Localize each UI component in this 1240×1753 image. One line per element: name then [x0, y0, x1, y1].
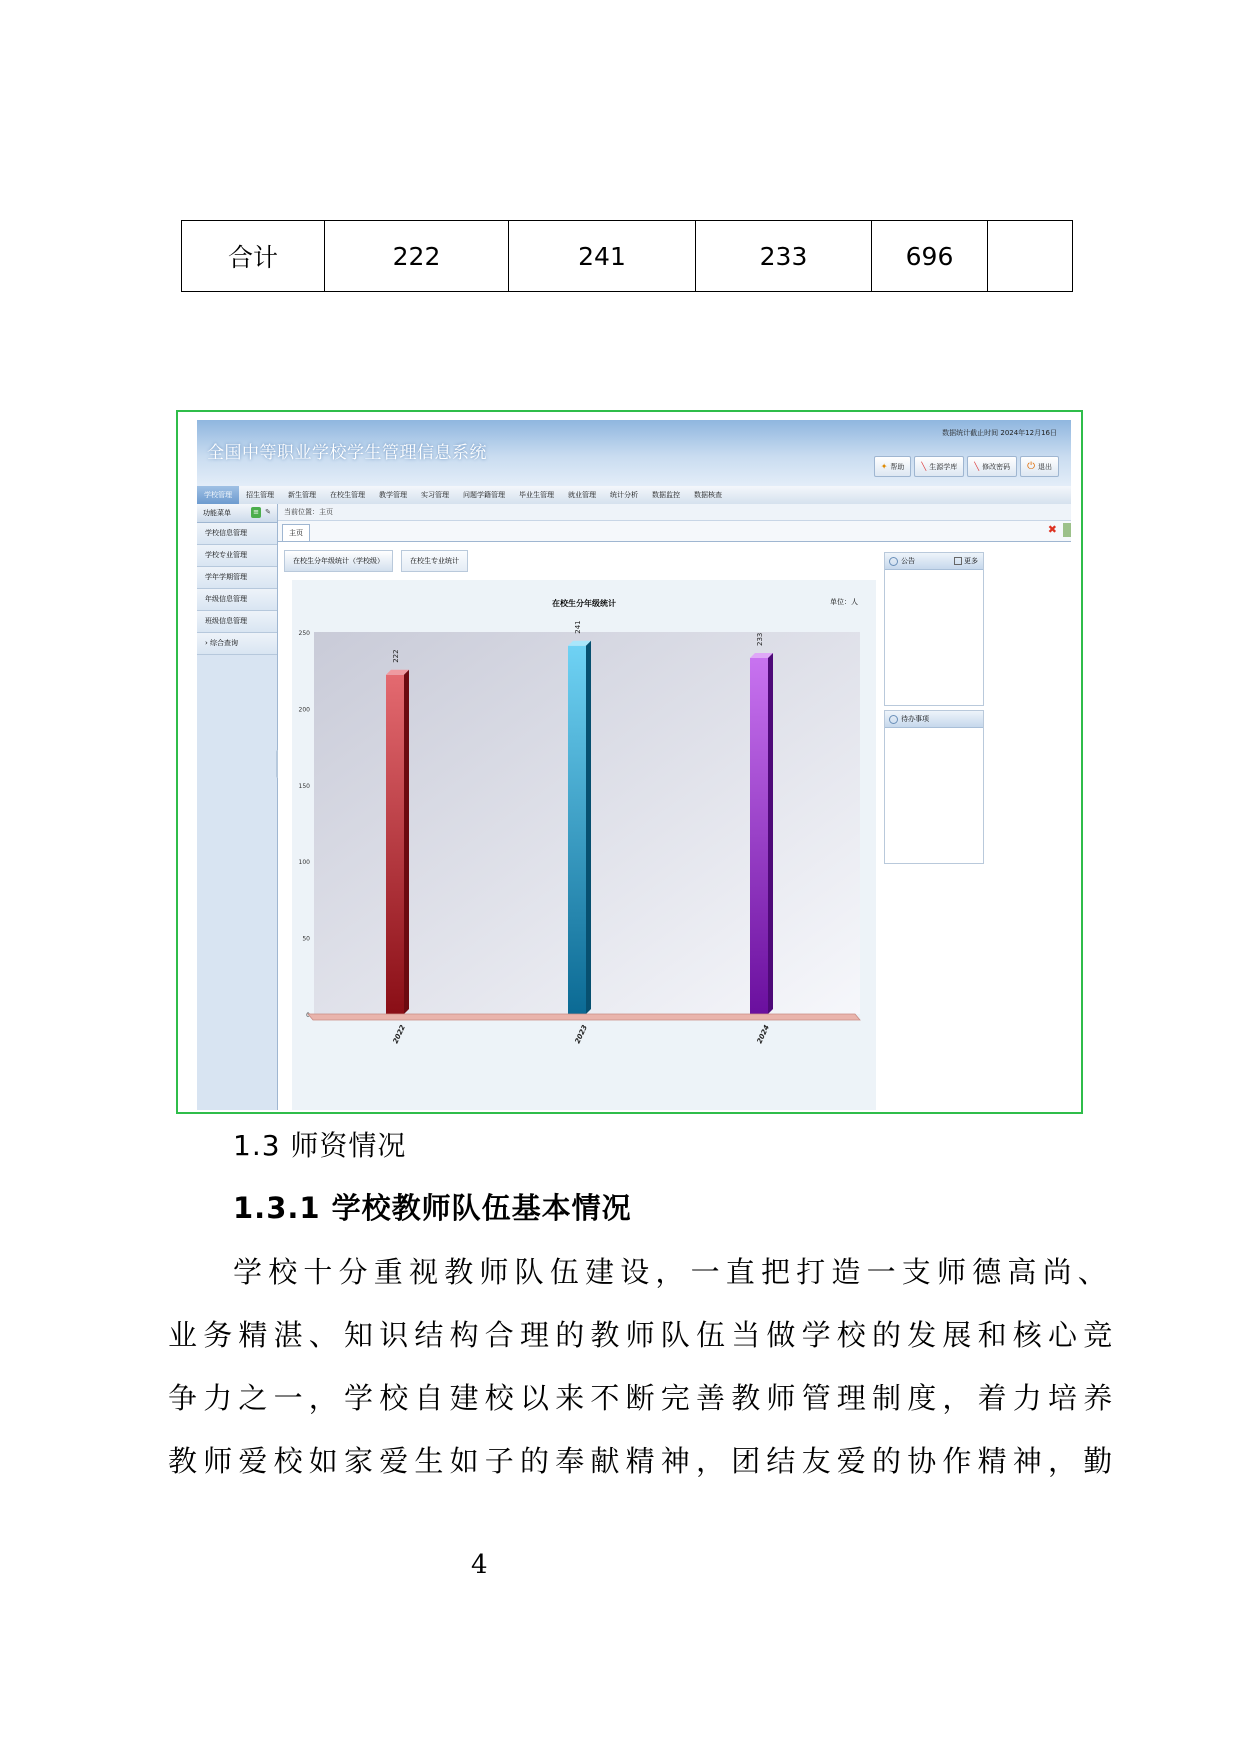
- bar-value-label: 222: [392, 649, 400, 663]
- menu-statistics[interactable]: 统计分析: [610, 491, 638, 499]
- header-info: 数据统计截止时间 2024年12月16日: [942, 429, 1057, 437]
- x-tick-label: 2024: [755, 1023, 772, 1045]
- grade-stats-chart: [292, 580, 876, 1110]
- app-header: [197, 420, 1071, 486]
- pencil-icon[interactable]: ✎: [265, 508, 271, 516]
- enrollment-total-table: [181, 220, 1073, 292]
- help-button[interactable]: [874, 456, 912, 477]
- tab-strip: [278, 521, 1071, 542]
- total-2024-cell: 233: [696, 221, 872, 292]
- notice-more-link[interactable]: [954, 553, 978, 569]
- sidebar-header: [197, 504, 277, 523]
- y-tick-label: 200: [298, 706, 310, 714]
- y-tick-label: 50: [302, 935, 310, 943]
- help-icon: ✦: [880, 462, 888, 471]
- menu-freshmen[interactable]: 新生管理: [288, 491, 316, 499]
- menu-internship[interactable]: 实习管理: [421, 491, 449, 499]
- source-library-button[interactable]: [914, 456, 964, 477]
- paragraph-line: 学校十分重视教师队伍建设，一直把打造一支师德高尚、: [233, 1255, 1114, 1289]
- todo-panel-header: [885, 711, 983, 728]
- sidebar-item-query-label: 综合查询: [210, 639, 239, 647]
- sidebar-item-school-info[interactable]: 学校信息管理: [197, 523, 277, 545]
- bar-face: [568, 646, 586, 1014]
- y-tick-label: 100: [298, 859, 310, 867]
- tab-grade-stats[interactable]: 在校生分年级统计（学校级）: [284, 550, 393, 572]
- sidebar-item-terms[interactable]: 学年学期管理: [197, 567, 277, 589]
- sidebar: [197, 504, 278, 1110]
- more-icon: [954, 557, 962, 565]
- change-password-label: 修改密码: [982, 462, 1011, 471]
- bar-face: [750, 658, 768, 1014]
- logout-button[interactable]: [1020, 456, 1059, 477]
- bar-face: [386, 675, 404, 1014]
- bar-value-label: 233: [756, 632, 764, 646]
- main-content: [278, 504, 1071, 1110]
- total-2022-cell: 222: [325, 221, 509, 292]
- library-icon: ╲: [921, 462, 927, 471]
- bar-2022: [386, 670, 409, 1014]
- bar-side: [768, 653, 773, 1014]
- notice-more-label: 更多: [964, 557, 978, 565]
- paragraph-line: 教师爱校如家爱生如子的奉献精神，团结友爱的协作精神，勤: [168, 1444, 1119, 1478]
- power-icon: ⏻: [1027, 461, 1035, 472]
- menu-teaching[interactable]: 教学管理: [379, 491, 407, 499]
- tab-major-stats[interactable]: 在校生专业统计: [401, 550, 468, 572]
- menu-employment[interactable]: 就业管理: [568, 491, 596, 499]
- tab-home[interactable]: 主页: [282, 524, 310, 541]
- subsection-heading: 1.3.1 学校教师队伍基本情况: [233, 1191, 632, 1225]
- menu-admission[interactable]: 招生管理: [246, 491, 274, 499]
- main-menu: [197, 486, 1071, 505]
- student-management-app: [197, 420, 1071, 1110]
- section-heading: 1.3 师资情况: [233, 1129, 407, 1162]
- sidebar-item-query[interactable]: [197, 633, 277, 655]
- table-row: [182, 221, 1073, 292]
- todo-icon: [889, 715, 898, 724]
- todo-panel: [884, 710, 984, 864]
- todo-title: 待办事项: [901, 715, 929, 723]
- sidebar-item-grades[interactable]: 年级信息管理: [197, 589, 277, 611]
- x-tick-label: 2023: [573, 1023, 590, 1045]
- change-password-button[interactable]: [967, 456, 1017, 477]
- key-icon: ╲: [974, 462, 980, 471]
- source-library-label: 生源学库: [929, 462, 958, 471]
- y-tick-label: 250: [298, 630, 310, 637]
- bar-side: [404, 670, 409, 1014]
- y-tick-label: 150: [298, 782, 310, 790]
- menu-graduates[interactable]: 毕业生管理: [519, 491, 554, 499]
- chart-floor: [308, 1014, 860, 1020]
- bar-side: [586, 641, 591, 1014]
- x-tick-label: 2022: [391, 1023, 408, 1045]
- paragraph-line: 争力之一，学校自建校以来不断完善教师管理制度，着力培养: [168, 1381, 1119, 1415]
- total-note-cell: [988, 221, 1073, 292]
- header-toolbar: [874, 456, 1059, 477]
- notice-title: 公告: [901, 557, 915, 565]
- menu-problem-records[interactable]: 问题学籍管理: [463, 491, 505, 499]
- paragraph-line: 业务精湛、知识结构合理的教师队伍当做学校的发展和核心竞: [168, 1318, 1119, 1352]
- chevron-right-icon: ›: [205, 639, 211, 647]
- total-sum-cell: 696: [872, 221, 988, 292]
- sidebar-item-classes[interactable]: 班级信息管理: [197, 611, 277, 633]
- chart-title: 在校生分年级统计: [552, 599, 616, 608]
- chart-unit-label: 单位：人: [830, 598, 858, 606]
- bar-2024: [750, 653, 773, 1014]
- bar-value-label: 241: [574, 620, 582, 634]
- list-icon[interactable]: ≡: [251, 507, 261, 518]
- total-label-cell: 合计: [182, 221, 325, 292]
- y-tick-label: 0: [306, 1012, 310, 1019]
- notice-panel-header: [885, 553, 983, 570]
- bar-2023: [568, 641, 591, 1014]
- menu-enrolled[interactable]: 在校生管理: [330, 491, 365, 499]
- tab-scroll-icon[interactable]: [1063, 523, 1071, 537]
- breadcrumb: 当前位置：主页: [278, 504, 1071, 521]
- logout-label: 退出: [1038, 462, 1052, 471]
- bar-chart: [292, 580, 876, 1110]
- menu-monitoring[interactable]: 数据监控: [652, 491, 680, 499]
- page-number: 4: [471, 1550, 488, 1580]
- help-label: 帮助: [890, 462, 905, 471]
- screenshot-figure: [176, 410, 1083, 1114]
- total-2023-cell: 241: [509, 221, 696, 292]
- close-icon[interactable]: ✖: [1047, 523, 1057, 536]
- notice-panel: [884, 552, 984, 706]
- sidebar-item-majors[interactable]: 学校专业管理: [197, 545, 277, 567]
- menu-school[interactable]: 学校管理: [197, 486, 239, 504]
- sidebar-title: 功能菜单: [203, 509, 231, 517]
- app-title: 全国中等职业学校学生管理信息系统: [207, 443, 487, 463]
- notice-icon: [889, 557, 898, 566]
- stat-subtabs: [284, 550, 468, 572]
- menu-verification[interactable]: 数据核查: [694, 491, 722, 499]
